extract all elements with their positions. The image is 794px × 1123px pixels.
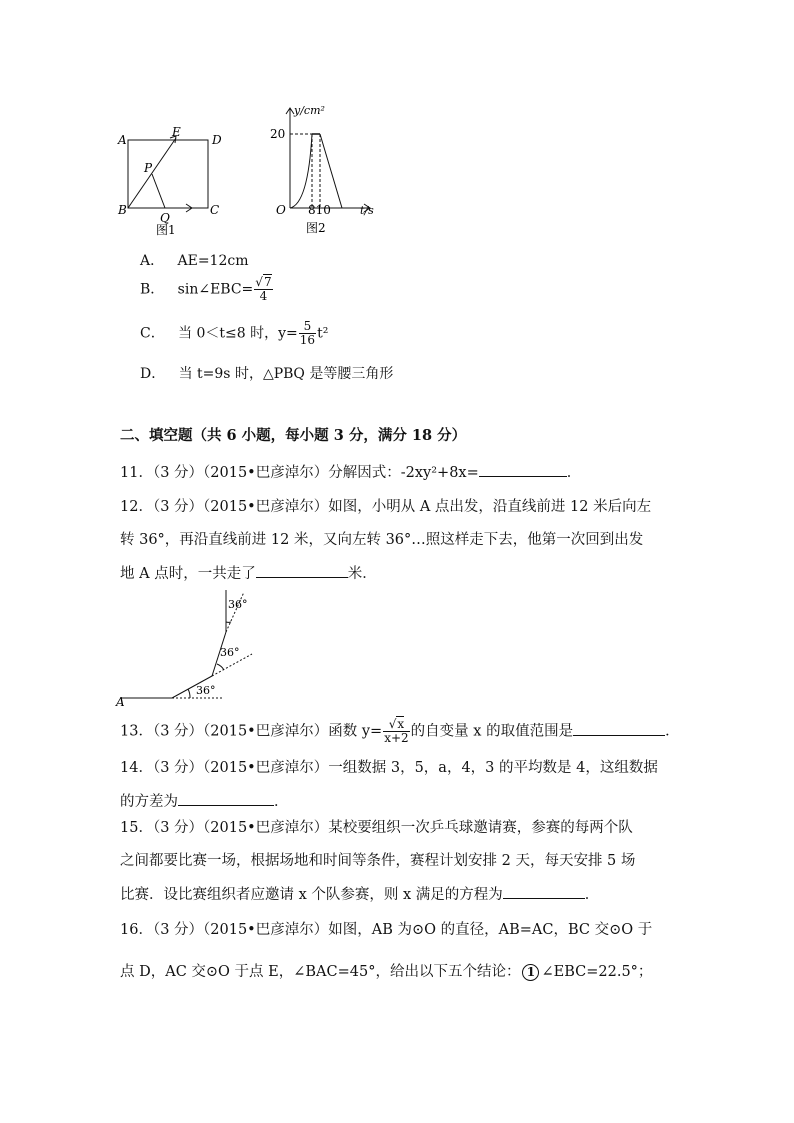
figure-3 — [112, 586, 272, 708]
question-13: 13．（3 分）（2015•巴彦淖尔）函数 y= $\frac{√x}{x+2}$ 的自变量 x 的取值范围是 ． — [120, 717, 680, 745]
angle-label-1: 36° — [196, 684, 216, 697]
question-12-line3: 地 A 点时，一共走了 米． — [120, 563, 377, 584]
fraction-b: $\frac{√7}{4}$ — [255, 275, 272, 303]
section-title: 二、填空题（共 6 小题，每小题 3 分，满分 18 分） — [120, 427, 467, 444]
question-14-line1: 14．（3 分）（2015•巴彦淖尔）一组数据 3，5，a，4，3 的平均数是 4，这组数据 — [120, 760, 658, 776]
label-C: C — [210, 203, 220, 217]
x-axis-label: t/s — [360, 204, 374, 217]
y-tick-20: 20 — [270, 127, 286, 141]
fraction-q13: $\frac{√x}{x+2}$ — [384, 717, 409, 745]
label-B: B — [118, 203, 127, 217]
x-ticks: 810 — [308, 203, 331, 217]
label-E: E — [172, 125, 181, 139]
question-15-line1: 15．（3 分）（2015•巴彦淖尔）某校要组织一次乒乓球邀请赛，参赛的每两个队 — [120, 820, 633, 836]
label-A-fig3: A — [116, 695, 125, 708]
figure-1-caption: 图1 — [156, 223, 176, 237]
question-15-line2: 之间都要比赛一场，根据场地和时间等条件，赛程计划安排 2 天，每天安排 5 场 — [120, 853, 636, 869]
origin-label: O — [276, 203, 286, 217]
question-16-line1: 16．（3 分）（2015•巴彦淖尔）如图，AB 为⊙O 的直径，AB=AC，BC 交⊙O 于 — [120, 922, 653, 938]
fraction-c: $\frac{5}{16}$ — [299, 319, 316, 347]
question-16-line2: 点 D，AC 交⊙O 于点 E，∠BAC=45°，给出以下五个结论： 1 ∠EBC=22.5°； — [120, 964, 653, 980]
option-d: D． 当 t=9s 时，△PBQ 是等腰三角形 — [140, 366, 394, 382]
label-P: P — [144, 161, 153, 175]
label-Q: Q — [160, 211, 170, 225]
option-a: A． AE=12cm — [140, 253, 249, 269]
figure-1 — [112, 122, 232, 237]
option-b: B． sin∠EBC= $\frac{√7}{4}$ — [140, 275, 272, 303]
y-axis-label: y/cm² — [294, 104, 325, 117]
angle-label-2: 36° — [220, 646, 240, 659]
question-11: 11．（3 分）（2015•巴彦淖尔）分解因式：-2xy²+8x= ． — [120, 462, 581, 483]
option-c: C． 当 0＜t≤8 时，y= $\frac{5}{16}$ t² — [140, 319, 329, 347]
figure-2-caption: 图2 — [306, 221, 326, 235]
label-A: A — [118, 133, 127, 147]
question-12-line2: 转 36°，再沿直线前进 12 米，又向左转 36°…照这样走下去，他第一次回到出发 — [120, 532, 644, 548]
question-12-line1: 12．（3 分）（2015•巴彦淖尔）如图，小明从 A 点出发，沿直线前进 12 米后向左 — [120, 499, 652, 515]
label-D: D — [212, 133, 222, 147]
question-14-line2: 的方差为 ． — [120, 791, 289, 812]
circled-number-1: 1 — [522, 964, 539, 981]
figure-2 — [264, 100, 384, 238]
angle-label-3: 36° — [228, 598, 248, 611]
question-15-line3: 比赛．设比赛组织者应邀请 x 个队参赛，则 x 满足的方程为 ． — [120, 884, 599, 905]
